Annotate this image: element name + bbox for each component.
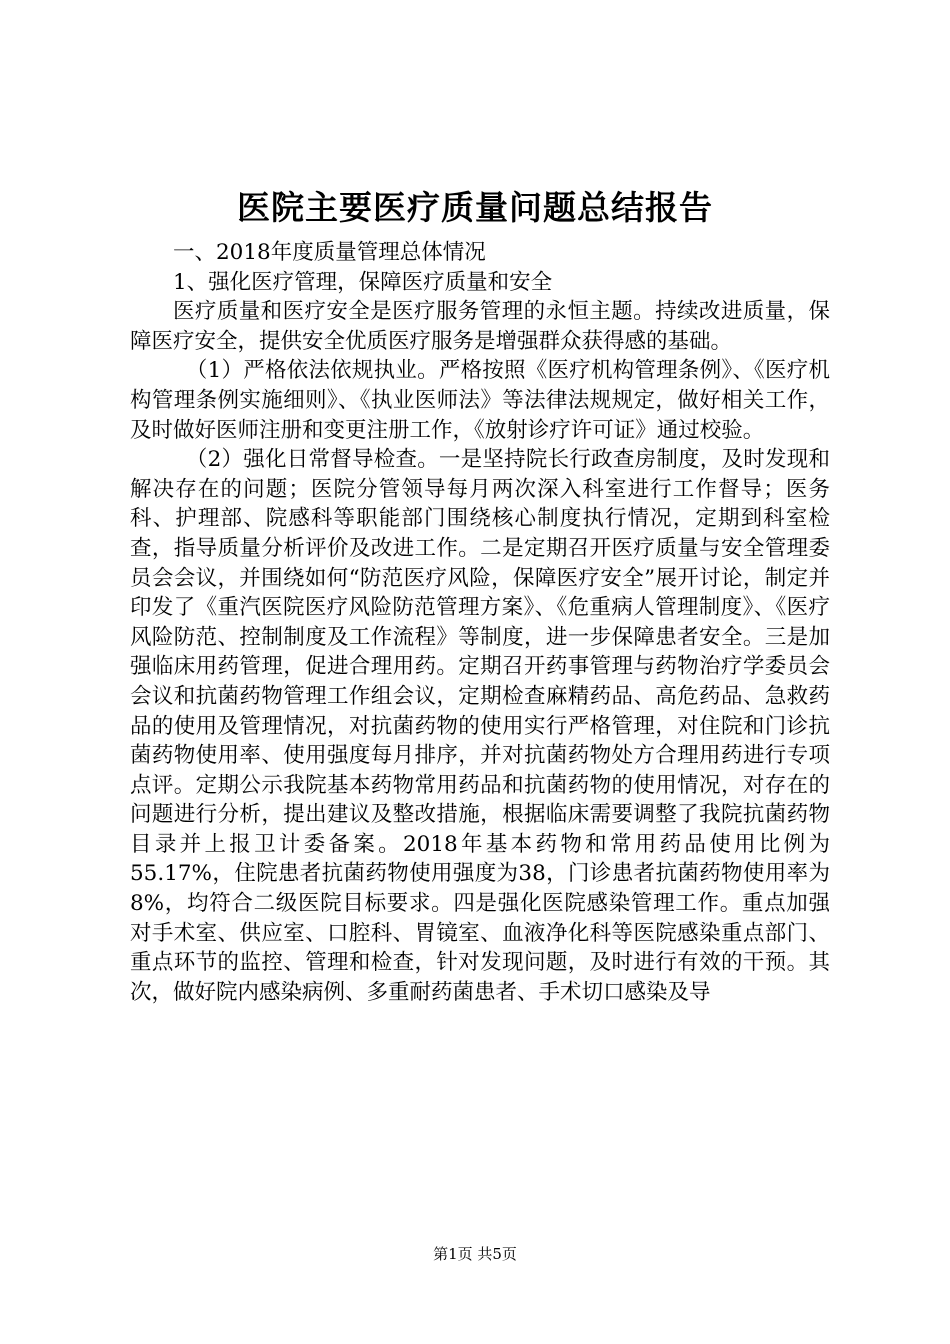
section-heading: 一、2018年度质量管理总体情况 — [173, 240, 486, 265]
page-footer: 第1页 共5页 — [433, 1245, 517, 1263]
document-body — [130, 238, 830, 1007]
body-paragraph: 医疗质量和医疗安全是医疗服务管理的永恒主题。持续改进质量，保障医疗安全，提供安全优质医疗服务是增强群众获得感的基础。 — [130, 299, 830, 354]
body-paragraph: （2）强化日常督导检查。一是坚持院长行政查房制度，及时发现和解决存在的问题；医院分管领导每月两次深入科室进行工作督导；医务科、护理部、院感科等职能部门围绕核心制度执行情况，定期到科室检查，指导质量分析评价及改进工作。二是定期召开医疗质量与安全管理委员会会议，并围绕如何“防范医疗风险，保障医疗安全”展开讨论，制定并印发了《重汽医院医疗风险防范管理方案》、《危重病人管理制度》、《医疗风险防范、控制制度及工作流程》等制度，进一步保障患者安全。三是加强临床用药管理，促进合理用药。定期召开药事管理与药物治疗学委员会会议和抗菌药物管理工作组会议，定期检查麻精药品、高危药品、急救药品的使用及管理情况，对抗菌药物的使用实行严格管理，对住院和门诊抗菌药物使用率、使用强度每月排序，并对抗菌药物处方合理用药进行专项点评。定期公示我院基本药物常用药品和抗菌药物的使用情况，对存在的问题进行分析，提出建议及整改措施，根据临床需要调整了我院抗菌药物目录并上报卫计委备案。2018年基本药物和常用药品使用比例为55.17%，住院患者抗菌药物使用强度为38，门诊患者抗菌药物使用率为8%，均符合二级医院目标要求。四是强化医院感染管理工作。重点加强对手术室、供应室、口腔科、胃镜室、血液净化科等医院感染重点部门、重点环节的监控、管理和检查，针对发现问题，及时进行有效的干预。其次，做好院内感染病例、多重耐药菌患者、手术切口感染及导 — [130, 447, 830, 1005]
document-title: 医院主要医疗质量问题总结报告 — [237, 188, 713, 227]
subsection-heading: 1、强化医疗管理，保障医疗质量和安全 — [173, 269, 553, 295]
body-paragraph: （1）严格依法依规执业。严格按照《医疗机构管理条例》、《医疗机构管理条例实施细则》、《执业医师法》等法律法规规定，做好相关工作，及时做好医师注册和变更注册工作，《放射诊疗许可证》通过校验。 — [130, 358, 830, 443]
